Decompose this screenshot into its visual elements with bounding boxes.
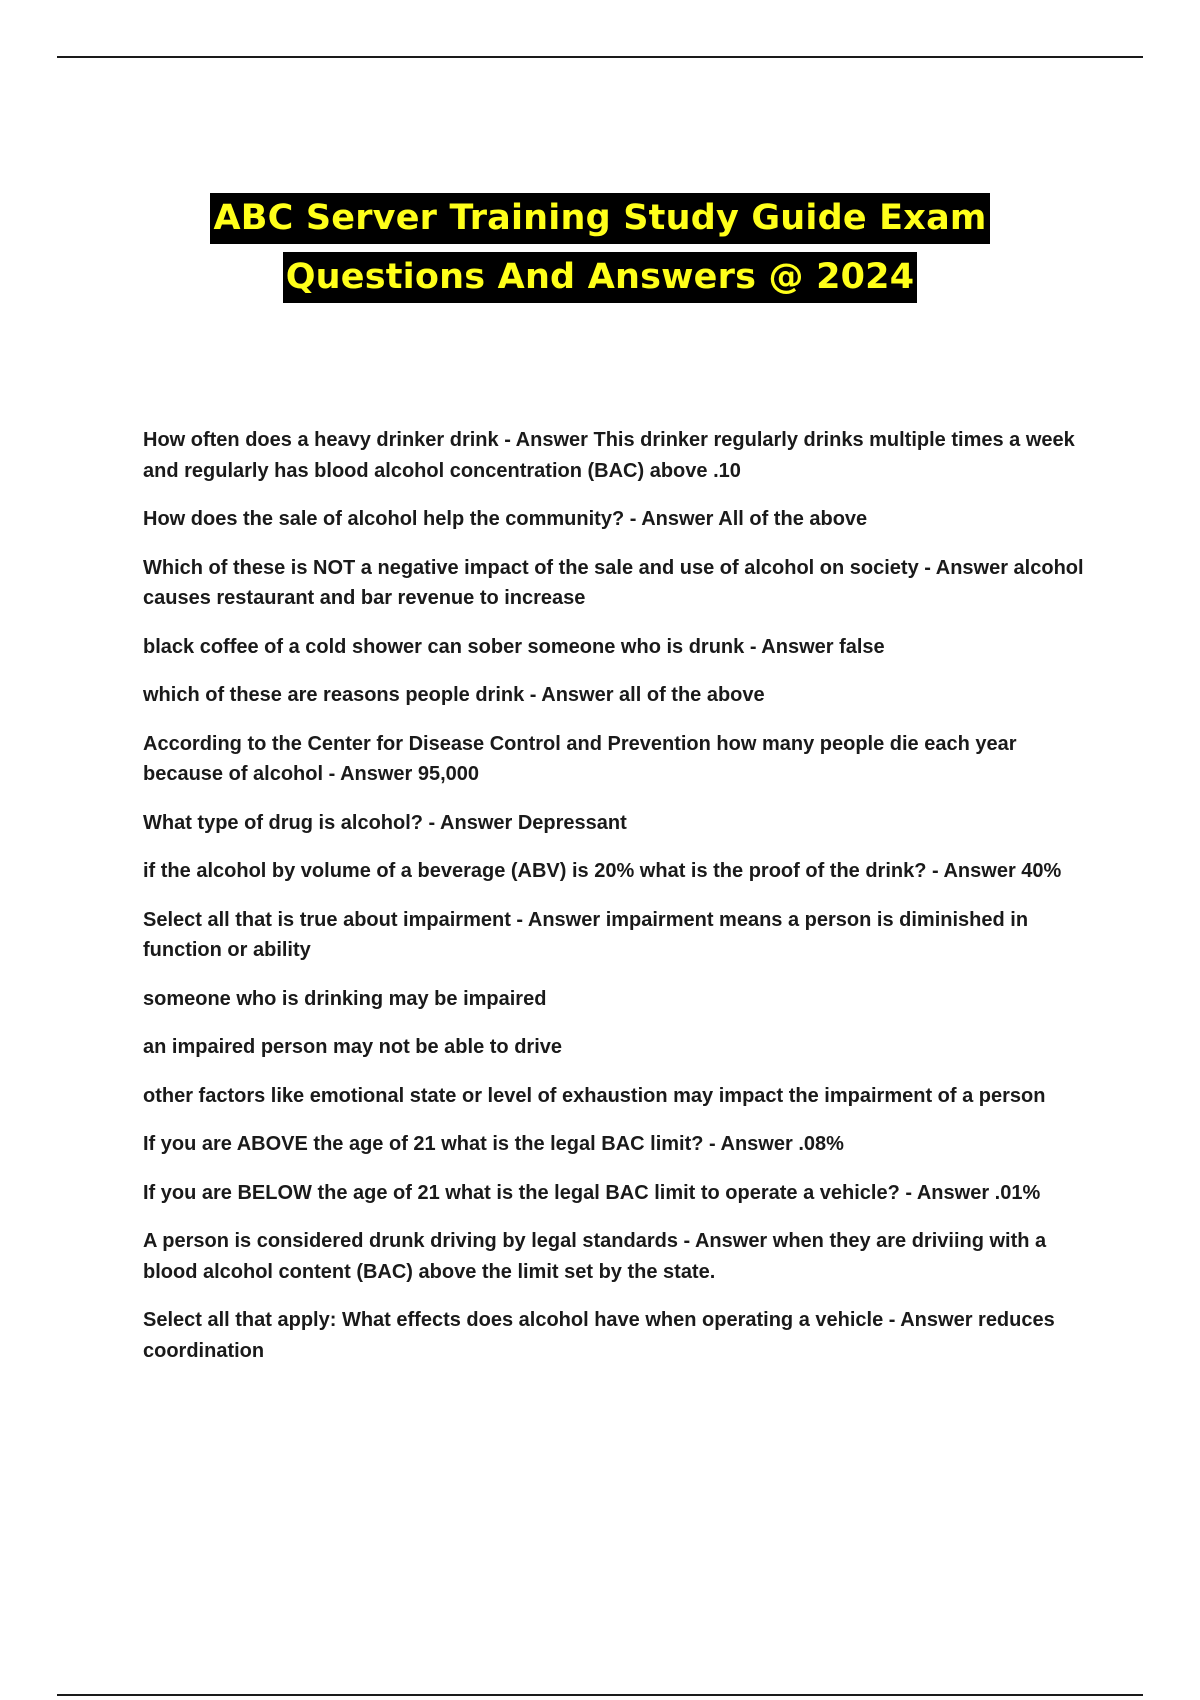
header-rule xyxy=(57,56,1143,58)
qa-item: someone who is drinking may be impaired xyxy=(143,987,547,1010)
qa-item: if the alcohol by volume of a beverage (ABV) is 20% what is the proof of the drink? - Answer 40% xyxy=(143,860,1062,882)
document-title xyxy=(0,193,1200,303)
footer-rule xyxy=(57,1694,1143,1696)
qa-item: According to the Center for Disease Control and Prevention how many people die each year because of alcohol - Answer 95,000 xyxy=(143,732,1017,785)
qa-item: black coffee of a cold shower can sober someone who is drunk - Answer false xyxy=(143,635,885,658)
qa-item: A person is considered drunk driving by legal standards - Answer when they are driviing with a blood alcohol content (BAC) above the limit set by the state. xyxy=(143,1230,1047,1283)
qa-item: Select all that is true about impairment - Answer impairment means a person is diminished in function or ability xyxy=(143,908,1029,961)
qa-list xyxy=(143,425,1093,1384)
qa-item: other factors like emotional state or level of exhaustion may impact the impairment of a person xyxy=(143,1084,1046,1107)
qa-item: an impaired person may not be able to drive xyxy=(143,1036,562,1058)
qa-item: How does the sale of alcohol help the community? - Answer All of the above xyxy=(143,508,868,530)
qa-item: which of these are reasons people drink - Answer all of the above xyxy=(143,684,765,706)
qa-item: What type of drug is alcohol? - Answer Depressant xyxy=(143,811,627,834)
qa-item: If you are ABOVE the age of 21 what is the legal BAC limit? - Answer .08% xyxy=(143,1133,844,1155)
title-line-2: Questions And Answers @ 2024 xyxy=(283,252,918,303)
qa-item: How often does a heavy drinker drink - Answer This drinker regularly drinks multiple times a week and regularly has blood alcohol concentration (BAC) above .10 xyxy=(143,429,1075,482)
title-line-1: ABC Server Training Study Guide Exam xyxy=(210,193,989,244)
qa-item: If you are BELOW the age of 21 what is the legal BAC limit to operate a vehicle? - Answer .01% xyxy=(143,1181,1041,1204)
qa-item: Select all that apply: What effects does alcohol have when operating a vehicle - Answer reduces coordination xyxy=(143,1309,1055,1362)
qa-item: Which of these is NOT a negative impact of the sale and use of alcohol on society - Answer alcohol causes restaurant and bar revenue to increase xyxy=(143,556,1084,609)
